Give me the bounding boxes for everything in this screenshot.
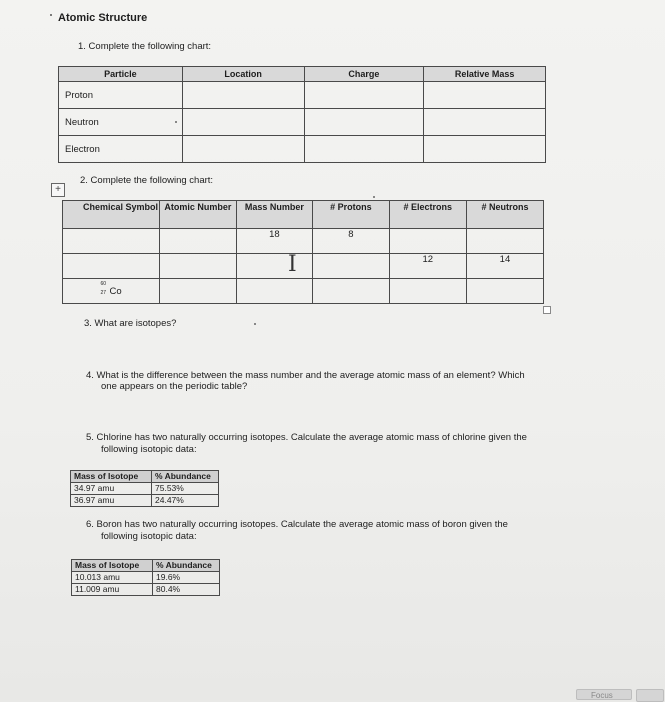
- cobalt-isotope-symbol: [100, 280, 122, 297]
- header-atomic-number: Atomic Number: [160, 201, 237, 229]
- stray-mark: [175, 121, 177, 123]
- cell-r2-protons[interactable]: [313, 254, 390, 279]
- boron-isotope-table: [71, 559, 220, 596]
- question-1: 1. Complete the following chart:: [78, 41, 212, 52]
- cell-mass: 11.009 amu: [72, 584, 153, 596]
- particle-table: [58, 66, 546, 163]
- cell-r2-atomic[interactable]: [160, 254, 237, 279]
- page-title: Atomic Structure: [58, 12, 148, 24]
- cell-abundance: 19.6%: [153, 572, 220, 584]
- row-label-proton: Proton: [59, 82, 183, 109]
- table-row: [72, 584, 220, 596]
- isotope-atomic-number: 27: [100, 289, 107, 296]
- cell-mass: 10.013 amu: [72, 572, 153, 584]
- bullet-dot: [50, 14, 52, 16]
- cell-r3-mass[interactable]: [236, 279, 313, 304]
- boron-table-header: [72, 560, 220, 572]
- resize-handle[interactable]: [543, 306, 551, 314]
- cell-proton-charge[interactable]: [304, 82, 424, 109]
- header-abundance: % Abundance: [152, 471, 219, 483]
- cell-r1-electrons[interactable]: [389, 229, 466, 254]
- chlorine-table-header: [71, 471, 219, 483]
- table-row: [72, 572, 220, 584]
- cell-abundance: 80.4%: [153, 584, 220, 596]
- stray-mark: [373, 196, 375, 198]
- cell-abundance: 24.47%: [152, 495, 219, 507]
- cell-neutron-mass[interactable]: [424, 109, 546, 136]
- table-row: [59, 136, 546, 163]
- cell-r3-atomic[interactable]: [160, 279, 237, 304]
- header-relative-mass: Relative Mass: [424, 67, 546, 82]
- header-location: Location: [182, 67, 304, 82]
- cell-r3-protons[interactable]: [313, 279, 390, 304]
- header-abundance: % Abundance: [153, 560, 220, 572]
- cell-r2-symbol[interactable]: [63, 254, 160, 279]
- cell-abundance: 75.53%: [152, 483, 219, 495]
- cell-mass: 36.97 amu: [71, 495, 152, 507]
- question-2: 2. Complete the following chart:: [80, 175, 214, 186]
- table-row: [59, 109, 546, 136]
- cell-neutron-location[interactable]: [182, 109, 304, 136]
- table-row: [63, 254, 544, 279]
- cell-r2-mass[interactable]: [236, 254, 313, 279]
- header-mass-of-isotope: Mass of Isotope: [72, 560, 153, 572]
- cell-mass: 34.97 amu: [71, 483, 152, 495]
- question-4-line-1: 4. What is the difference between the mass number and the average atomic mass of an element? Which: [86, 370, 525, 381]
- cell-proton-location[interactable]: [182, 82, 304, 109]
- element-table: [62, 200, 544, 304]
- question-3: 3. What are isotopes?: [84, 318, 177, 329]
- header-charge: Charge: [304, 67, 424, 82]
- cell-electron-location[interactable]: [182, 136, 304, 163]
- cell-r3-symbol: [63, 279, 160, 304]
- header-mass-number: Mass Number: [236, 201, 313, 229]
- table-row: [63, 229, 544, 254]
- chlorine-isotope-table: [70, 470, 219, 507]
- row-label-neutron: Neutron: [59, 109, 183, 136]
- cell-r1-mass: 18: [236, 229, 313, 254]
- element-symbol: Co: [109, 285, 122, 297]
- header-chemical-symbol: Chemical Symbol: [63, 201, 160, 229]
- question-5-line-1: 5. Chlorine has two naturally occurring isotopes. Calculate the average atomic mass of chlorine given the: [86, 432, 527, 443]
- row-label-electron: Electron: [59, 136, 183, 163]
- question-5-line-2: following isotopic data:: [101, 444, 197, 455]
- cell-neutron-charge[interactable]: [304, 109, 424, 136]
- header-neutrons: # Neutrons: [466, 201, 543, 229]
- stray-mark: [254, 323, 256, 325]
- cell-r2-electrons: 12: [389, 254, 466, 279]
- cell-r1-protons: 8: [313, 229, 390, 254]
- table-row: [71, 495, 219, 507]
- cell-r2-neutrons: 14: [466, 254, 543, 279]
- header-mass-of-isotope: Mass of Isotope: [71, 471, 152, 483]
- cell-electron-charge[interactable]: [304, 136, 424, 163]
- particle-table-header: [59, 67, 546, 82]
- cell-r1-symbol[interactable]: [63, 229, 160, 254]
- table-row: [63, 279, 544, 304]
- cell-r3-neutrons[interactable]: [466, 279, 543, 304]
- focus-button[interactable]: Focus: [576, 689, 632, 700]
- question-6-line-1: 6. Boron has two naturally occurring isotopes. Calculate the average atomic mass of boron given the: [86, 519, 508, 530]
- table-row: [59, 82, 546, 109]
- header-electrons: # Electrons: [389, 201, 466, 229]
- table-row: [71, 483, 219, 495]
- cell-proton-mass[interactable]: [424, 82, 546, 109]
- text-cursor-icon: I: [288, 252, 297, 277]
- add-block-icon[interactable]: +: [51, 183, 65, 197]
- header-particle: Particle: [59, 67, 183, 82]
- cell-r1-neutrons[interactable]: [466, 229, 543, 254]
- isotope-mass-number: 60: [100, 280, 107, 287]
- element-table-header: [63, 201, 544, 229]
- question-6-line-2: following isotopic data:: [101, 531, 197, 542]
- header-protons: # Protons: [313, 201, 390, 229]
- cell-electron-mass[interactable]: [424, 136, 546, 163]
- cell-r1-atomic[interactable]: [160, 229, 237, 254]
- fullscreen-icon[interactable]: [636, 689, 664, 702]
- question-4-line-2: one appears on the periodic table?: [101, 381, 248, 392]
- cell-r3-electrons[interactable]: [389, 279, 466, 304]
